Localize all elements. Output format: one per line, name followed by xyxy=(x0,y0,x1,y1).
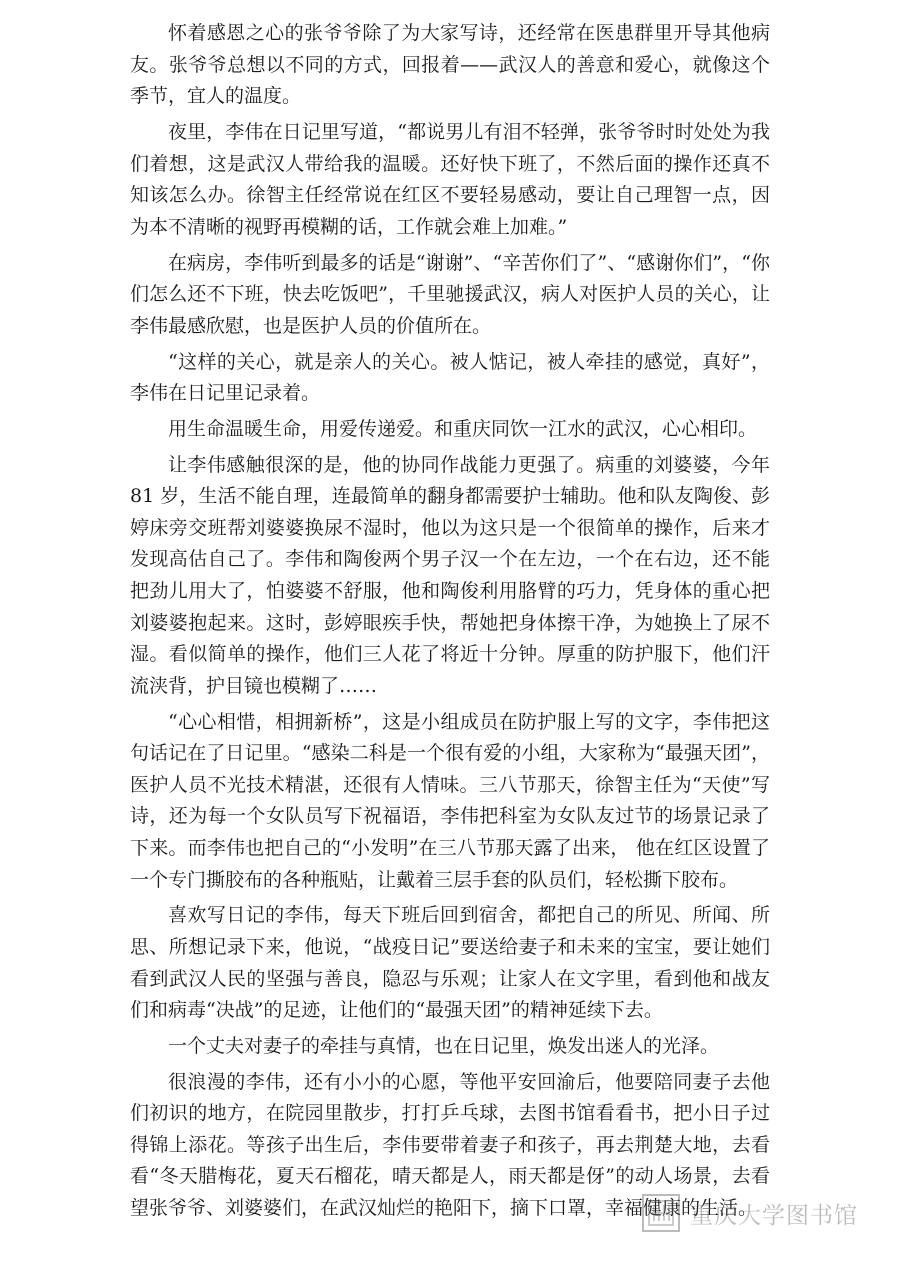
article-body xyxy=(130,18,770,1229)
paragraph-3: 在病房，李伟听到最多的话是“谢谢”、“辛苦你们了”、“感谢你们”，“你们怎么还不下班，快去吃饭吧”，千里驰援武汉，病人对医护人员的关心，让李伟最感欣慰，也是医护人员的价值所在。 xyxy=(130,251,770,337)
paragraph-5: 用生命温暖生命，用爱传递爱。和重庆同饮一江水的武汉，心心相印。 xyxy=(168,417,758,440)
paragraph-9: 一个丈夫对妻子的牵挂与真情，也在日记里，焕发出迷人的光泽。 xyxy=(168,1034,720,1057)
paragraph-4: “这样的关心，就是亲人的关心。被人惦记，被人牵挂的感觉，真好”，李伟在日记里记录着。 xyxy=(130,350,770,405)
library-watermark xyxy=(640,1190,858,1236)
watermark-text: 重庆大学图书馆 xyxy=(690,1202,858,1229)
paragraph-8: 喜欢写日记的李伟，每天下班后回到宿舍，都把自己的所见、所闻、所思、所想记录下来，他说，“战疫日记”要送给妻子和未来的宝宝，要让她们看到武汉人民的坚强与善良，隐忍与乐观；让家人在文字里，看到他和战友们和病毒“决战”的足迹，让他们的“最强天团”的精神延续下去。 xyxy=(130,904,770,1022)
paragraph-2: 夜里，李伟在日记里写道，“都说男儿有泪不轻弹，张爷爷时时处处为我们着想，这是武汉人带给我的温暖。还好快下班了，不然后面的操作还真不知该怎么办。徐智主任经常说在红区不要轻易感动，要让自己理智一点，因为本不清晰的视野再模糊的话，工作就会难上加难。” xyxy=(130,120,770,238)
library-logo-icon xyxy=(640,1192,682,1234)
paragraph-6: 让李伟感触很深的是，他的协同作战能力更强了。病重的刘婆婆，今年 81 岁，生活不能自理，连最简单的翻身都需要护士辅助。他和队友陶俊、彭婷床旁交班帮刘婆婆换尿不湿时，他以为这只是一个很简单的操作，后来才发现高估自己了。李伟和陶俊两个男子汉一个在左边，一个在右边，还不能把劲儿用大了，怕婆婆不舒服，他和陶俊利用胳臂的巧力，凭身体的重心把刘婆婆抱起来。这时，彭婷眼疾手快，帮她把身体擦干净，为她换上了尿不湿。看似简单的操作，他们三人花了将近十分钟。厚重的防护服下，他们汗流浃背，护目镜也模糊了…… xyxy=(130,453,770,697)
paragraph-7: “心心相惜，相拥新桥”，这是小组成员在防护服上写的文字，李伟把这句话记在了日记里。“感染二科是一个很有爱的小组，大家称为“最强天团”，医护人员不光技术精湛，还很有人情味。三八节那天，徐智主任为“天使”写诗，还为每一个女队员写下祝福语，李伟把科室为女队友过节的场景记录了下来。而李伟也把自己的“小发明”在三八节那天露了出来， 他在红区设置了一个专门撕胶布的各种瓶贴，让戴着三层手套的队员们，轻松撕下胶布。 xyxy=(130,710,770,891)
paragraph-10: 很浪漫的李伟，还有小小的心愿，等他平安回渝后，他要陪同妻子去他们初识的地方，在院园里散步，打打乒乓球，去图书馆看看书，把小日子过得锦上添花。等孩子出生后，李伟要带着妻子和孩子，再去荆楚大地，去看看“冬天腊梅花，夏天石榴花，晴天都是人，雨天都是伢”的动人场景，去看望张爷爷、刘婆婆们，在武汉灿烂的艳阳下，摘下口罩，幸福健康的生活。 xyxy=(130,1070,770,1220)
paragraph-1: 怀着感恩之心的张爷爷除了为大家写诗，还经常在医患群里开导其他病友。张爷爷总想以不同的方式，回报着——武汉人的善意和爱心，就像这个季节，宜人的温度。 xyxy=(130,22,770,108)
